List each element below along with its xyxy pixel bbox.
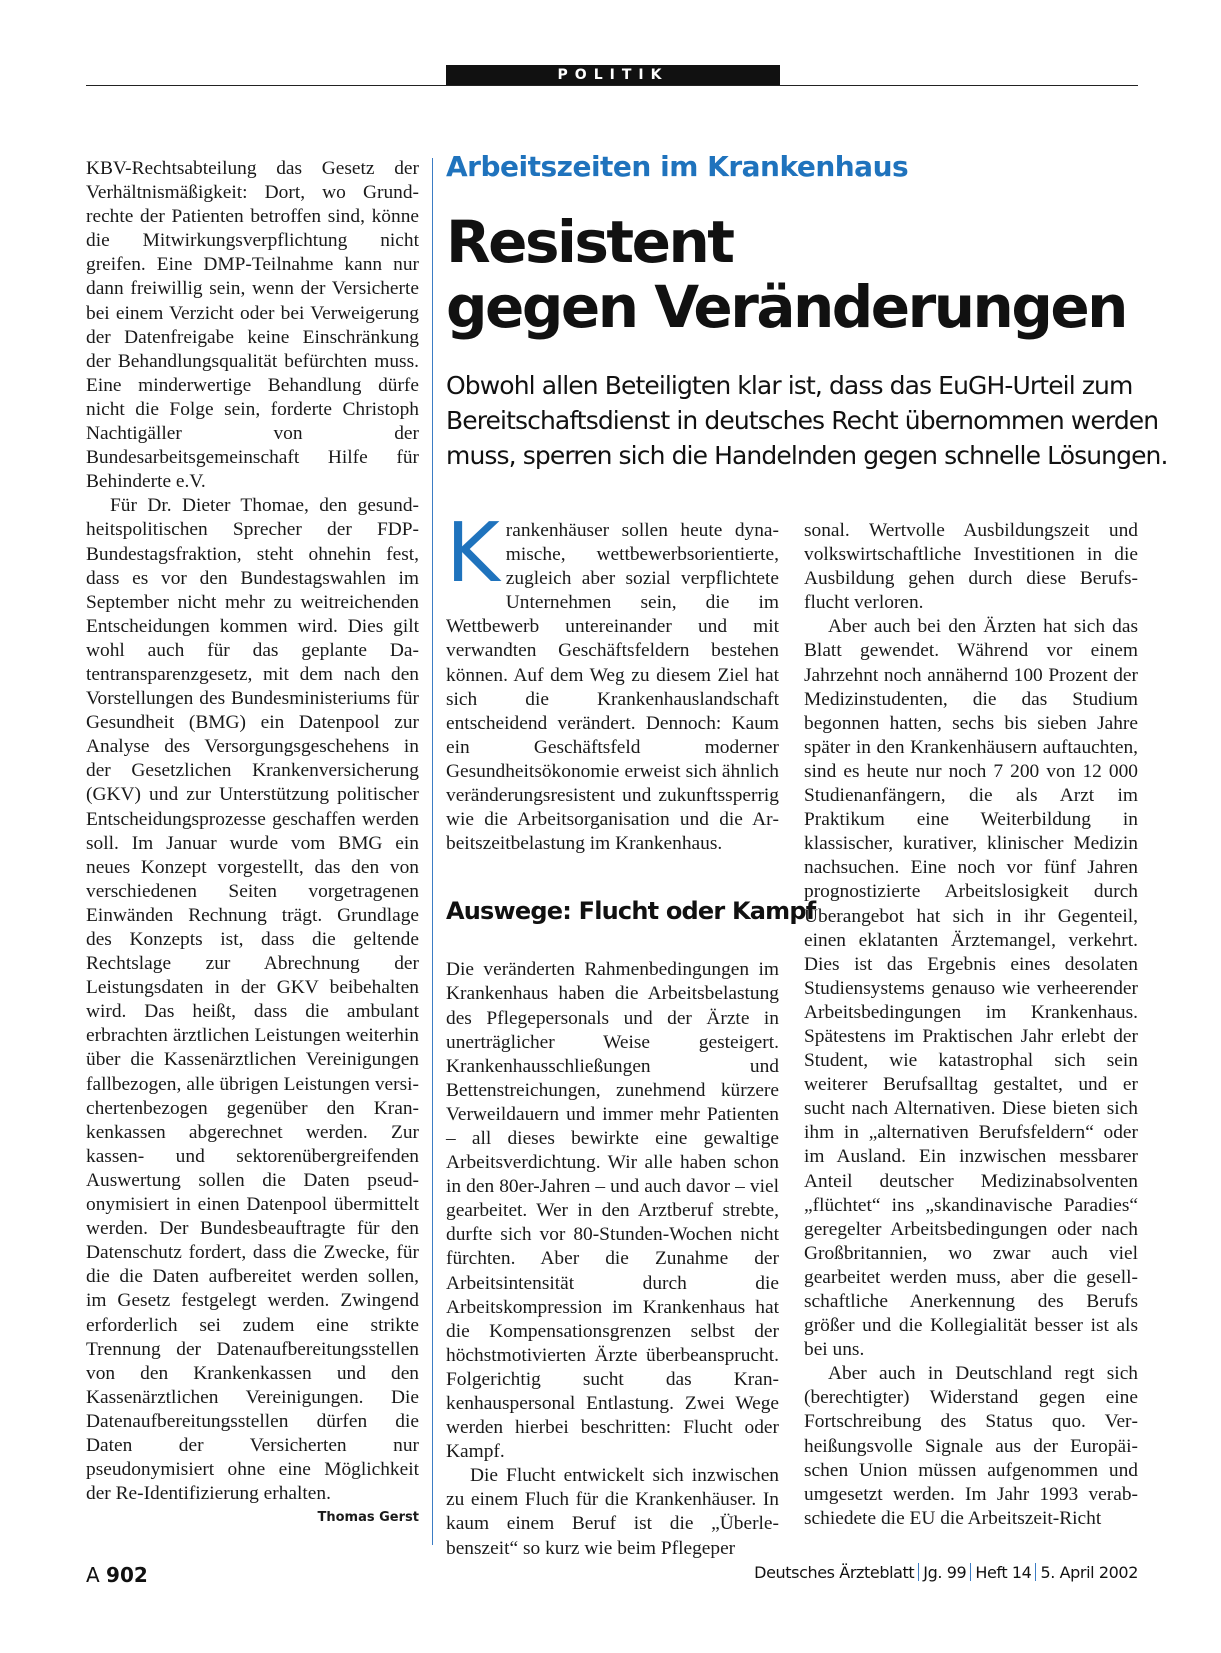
- journal-volume: Jg. 99: [923, 1563, 967, 1582]
- article-lead: [446, 368, 1166, 473]
- journal-info: [754, 1563, 1138, 1582]
- drop-cap: K: [446, 506, 500, 601]
- journal-issue: Heft 14: [975, 1563, 1032, 1582]
- separator: [1035, 1563, 1036, 1581]
- paragraph: Die Flucht entwickelt sich inzwischen zu einem Fluch für die Krankenhäuser. In kaum einem Beruf ist die „Überlebenszeit“ so kurz wie beim Pflegeper: [446, 1465, 779, 1559]
- left-column: [86, 157, 419, 1530]
- paragraph: Aber auch in Deutschland regt sich (berechtigter) Widerstand gegen eine Fortschreibung des Status quo. Verheißungsvolle Signale aus der Europäischen Union müssen aufgenommen und umgesetzt werden. Im Jahr 1993 verabschiedete die EU die Arbeitszeit-Richt: [804, 1363, 1138, 1529]
- paragraph: sonal. Wertvolle Ausbildungszeit und volkswirtschaftliche Investitionen in die Ausbildung gehen durch diese Berufsflucht verloren.: [804, 520, 1138, 614]
- paragraph-text: rankenhäuser sollen heute dynamische, wettbewerbsorientierte, zugleich aber sozial verpflichtete Unternehmen sein, die im Wettbewerb untereinander und mit verwandten Geschäftsfeldern bestehen können. Auf dem Weg zu diesem Ziel hat sich die Krankenhauslandschaft entscheidend verändert. Dennoch: Kaum ein Geschäftsfeld moderner Gesundheitsökonomie erweist sich ähnlich veränderungsresistent und zukunftssperrig wie die Arbeitsorganisation und die Arbeitszeitbelastung im Krankenhaus.: [446, 520, 779, 855]
- title-line: Resistent: [446, 208, 733, 276]
- paragraph: [86, 494, 419, 1526]
- page-number-value: 902: [106, 1563, 148, 1587]
- journal-name: Deutsches Ärzteblatt: [754, 1563, 915, 1582]
- paragraph: KBV-Rechtsabteilung das Gesetz der Verhältnismäßigkeit: Dort, wo Grundrechte der Patienten betroffen sind, könne die Mitwirkungsverpflichtung nicht greifen. Eine DMP-Teilnahme kann nur dann freiwillig sein, wenn der Versicherte bei einem Verzicht oder bei Verweigerung der Datenfreigabe keine Einschränkung der Behandlungsqualität befürchten muss. Eine minderwertige Behandlung dürfe nicht die Folge sein, forderte Christoph Nachtigäller von der Bundesarbeitsgemeinschaft Hilfe für Behinderte e.V.: [86, 158, 419, 493]
- author: Thomas Gerst: [317, 1510, 419, 1526]
- right-column: [804, 519, 1138, 1531]
- article-title: [446, 210, 1146, 340]
- paragraph: Die veränderten Rahmenbedingungen im Krankenhaus haben die Arbeitsbelastung des Pflegepersonals und der Ärzte in unerträglicher Weise gesteigert. Krankenhausschließungen und Bettenstreichungen, zunehmend kürzere Verweildauern und immer mehr Patienten – all dieses bewirkte eine gewaltige Arbeitsverdichtung. Wir alle haben schon in den 80er-Jahren – und auch davor – viel gearbeitet. Wer in den Arztberuf strebte, durfte sich vor 80-Stunden-Wochen nicht fürchten. Aber die Zunahme der Arbeitsintensität durch die Arbeitskompression im Krankenhaus hat die Kompensationsgrenzen selbst der höchstmotivierten Ärzte überbeansprucht. Folgerichtig sucht das Krankenhauspersonal Entlastung. Zwei Wege werden hierbei beschritten: Flucht oder Kampf.: [446, 959, 779, 1463]
- subheading: Auswege: Flucht oder Kampf: [446, 897, 816, 926]
- separator: [970, 1563, 971, 1581]
- section-label: POLITIK: [446, 65, 780, 85]
- journal-date: 5. April 2002: [1040, 1563, 1138, 1582]
- lead-line: Bereitschaftsdienst in deutsches Recht übernommen werden: [446, 406, 1159, 435]
- lead-line: muss, sperren sich die Handelnden gegen schnelle Lösungen.: [446, 441, 1168, 470]
- lead-line: Obwohl allen Beteiligten klar ist, dass das EuGH-Urteil zum: [446, 371, 1133, 400]
- paragraph-text: Für Dr. Dieter Thomae, den gesundheitspolitischen Sprecher der FDP-Bundestagsfraktion, steht ohnehin fest, dass es vor den Bundestagswahlen im September nicht mehr zu weitreichenden Entscheidungen kommen wird. Dies gilt wohl auch für das geplante Datentransparenzgesetz, mit dem nach den Vorstellungen des Bundesministeriums für Gesundheit (BMG) ein Datenpool zur Analyse des Versorgungsgeschehens in der Gesetzlichen Krankenversicherung (GKV) und zur Unterstützung politischer Entscheidungsprozesse geschaffen werden soll. Im Januar wurde vom BMG ein neues Konzept vorgestellt, das den von verschiedenen Seiten vorgetragenen Einwänden Rechnung trägt. Grundlage des Konzepts ist, dass die geltende Rechtslage zur Abrechnung der Leistungsdaten in der GKV beibehalten wird. Das heißt, dass die ambulant erbrachten ärztlichen Leistungen weiterhin über die Kassenärztlichen Vereinigungen fallbezogen, alle übrigen Leistungen versichertenbezogen gegenüber den Krankenkassen abgerechnet werden. Zur kassen- und sektorenübergreifenden Auswertung sollen die Daten pseudonymisiert in einen Datenpool übermittelt werden. Der Bundesbeauftragte für den Datenschutz fordert, dass die Zwecke, für die die Daten aufbereitet werden sollen, im Gesetz festgelegt werden. Zwingend erforderlich sei zudem eine strikte Trennung der Datenaufbereitungsstellen von den Krankenkassen und den Kassenärztlichen Vereinigungen. Die Datenaufbereitungsstellen dürfen die Daten der Versicherten nur pseudonymisiert ohne eine Möglichkeit der Re-Identifizierung erhalten.: [86, 495, 419, 1505]
- separator: [918, 1563, 919, 1581]
- middle-column: [446, 506, 816, 1561]
- column-divider: [432, 158, 433, 1545]
- header-rule: [86, 85, 1138, 86]
- title-line: gegen Veränderungen: [446, 273, 1126, 341]
- page-number: [86, 1563, 148, 1587]
- paragraph: [446, 506, 779, 856]
- paragraph: Aber auch bei den Ärzten hat sich das Blatt gewendet. Während vor einem Jahrzehnt noch annähernd 100 Prozent der Medizinstudenten, die das Studium begonnen hatten, sechs bis sieben Jahre später in den Krankenhäusern auftauchten, sind es heute nur noch 7 200 von 12 000 Studienanfängern, die als Arzt im Praktikum eine Weiterbildung in klassischer, kurativer, klinischer Medizin nachsuchen. Eine noch vor fünf Jahren prognostizierte Arbeitslosigkeit durch Überangebot hat sich in ihr Gegenteil, einen eklatanten Ärztemangel, verkehrt. Dies ist das Ergebnis eines desolaten Studiensystems genauso wie verheerender Arbeitsbedingungen im Krankenhaus. Spätestens im Praktischen Jahr erlebt der Student, wie katastrophal sich sein weiterer Berufsalltag gestaltet, und er sucht nach Alternativen. Diese bieten sich ihm in „alternativen Berufsfeldern“ oder im Ausland. Ein inzwischen messbarer Anteil deutscher Medizinabsolventen „flüchtet“ ins „skandinavische Paradies“ geregelter Arbeitsbedingungen oder nach Großbritannien, wo zwar auch viel gearbeitet werden muss, aber die gesellschaftliche Anerkennung des Berufs größer und die Kollegialität besser ist als bei uns.: [804, 616, 1138, 1361]
- page-prefix: A: [86, 1563, 100, 1587]
- article-kicker: Arbeitszeiten im Krankenhaus: [446, 150, 909, 183]
